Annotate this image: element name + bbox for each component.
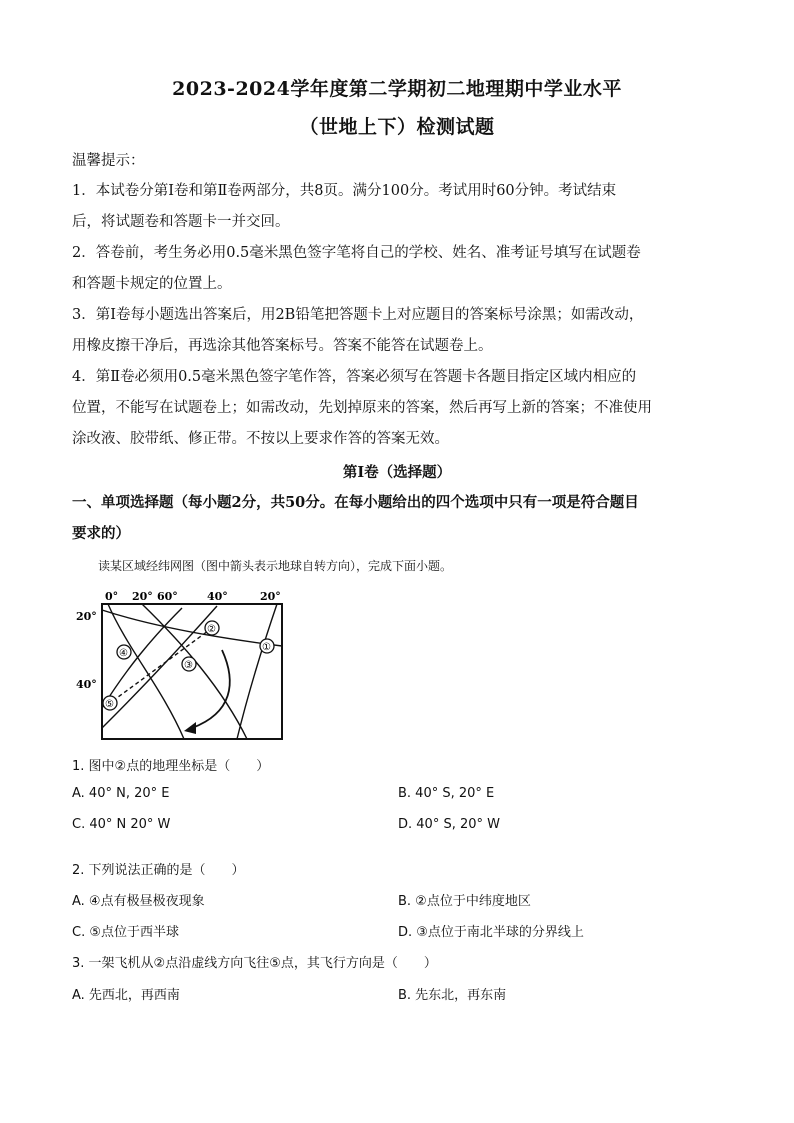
option-d[interactable]: D. 40° S, 20° W bbox=[398, 817, 500, 832]
question-stem: 3. 一架飞机从②点沿虚线方向飞往⑤点，其飞行方向是（ ） bbox=[72, 956, 437, 971]
question-stem: 2. 下列说法正确的是（ ） bbox=[72, 863, 245, 878]
point-label: ③ bbox=[184, 660, 193, 671]
point-label: ④ bbox=[119, 648, 128, 659]
option-d[interactable]: D. ③点位于南北半球的分界线上 bbox=[398, 925, 584, 940]
arrow-head bbox=[184, 722, 196, 734]
option-a[interactable]: A. 40° N, 20° E bbox=[72, 786, 170, 801]
meridian-line bbox=[108, 604, 184, 739]
part-heading-line2: 要求的） bbox=[72, 525, 130, 542]
option-a[interactable]: A. 先西北，再西南 bbox=[72, 988, 180, 1003]
point-label: ① bbox=[262, 642, 271, 653]
notice-heading: 温馨提示： bbox=[72, 153, 145, 169]
part-heading-line1: 一、单项选择题（每小题2分，共50分。在每小题给出的四个选项中只有一项是符合题目 bbox=[72, 494, 639, 511]
option-b[interactable]: B. 40° S, 20° E bbox=[398, 786, 495, 801]
map-label: 60° bbox=[157, 590, 178, 603]
flight-dashed-line bbox=[110, 628, 212, 703]
notice-line: 2．答卷前，考生务必用0.5毫米黑色签字笔将自己的学校、姓名、准考证号填写在试题卷 bbox=[72, 245, 641, 261]
notice-line: 用橡皮擦干净后，再选涂其他答案标号。答案不能答在试题卷上。 bbox=[72, 338, 493, 354]
map-label: 20° bbox=[76, 610, 97, 623]
map-label: 0° bbox=[105, 590, 119, 603]
notice-line: 后，将试题卷和答题卡一并交回。 bbox=[72, 214, 290, 230]
map-label: 20° bbox=[260, 590, 281, 603]
option-c[interactable]: C. ⑤点位于西半球 bbox=[72, 925, 179, 940]
graticule-map bbox=[72, 588, 290, 743]
map-intro: 读某区域经纬网图（图中箭头表示地球自转方向），完成下面小题。 bbox=[98, 559, 453, 573]
exam-title-line1: 2023-2024学年度第二学期初二地理期中学业水平 bbox=[172, 78, 622, 100]
option-b[interactable]: B. 先东北，再东南 bbox=[398, 988, 507, 1003]
option-b[interactable]: B. ②点位于中纬度地区 bbox=[398, 894, 531, 909]
meridian-line bbox=[237, 604, 277, 739]
map-label: 40° bbox=[76, 678, 97, 691]
question-stem: 1. 图中②点的地理坐标是（ ） bbox=[72, 759, 270, 774]
notice-line: 3．第Ⅰ卷每小题选出答案后，用2B铅笔把答题卡上对应题目的答案标号涂黑；如需改动， bbox=[72, 307, 644, 323]
rotation-arrow bbox=[192, 650, 230, 728]
notice-line: 和答题卡规定的位置上。 bbox=[72, 276, 232, 292]
point-label: ⑤ bbox=[105, 699, 114, 710]
exam-title-line2: （世地上下）检测试题 bbox=[299, 116, 495, 138]
option-a[interactable]: A. ④点有极昼极夜现象 bbox=[72, 894, 205, 909]
map-label: 40° bbox=[207, 590, 228, 603]
point-label: ② bbox=[207, 624, 216, 635]
notice-line: 位置，不能写在试题卷上；如需改动，先划掉原来的答案，然后再写上新的答案；不准使用 bbox=[72, 400, 652, 416]
notice-line: 1．本试卷分第Ⅰ卷和第Ⅱ卷两部分，共8页。满分100分。考试用时60分钟。考试结束 bbox=[72, 183, 617, 199]
map-label: 20° bbox=[132, 590, 153, 603]
notice-line: 涂改液、胶带纸、修正带。不按以上要求作答的答案无效。 bbox=[72, 431, 449, 447]
parallel-line bbox=[102, 610, 282, 646]
option-c[interactable]: C. 40° N 20° W bbox=[72, 817, 171, 832]
notice-line: 4．第Ⅱ卷必须用0.5毫米黑色签字笔作答，答案必须写在答题卡各题目指定区域内相应的 bbox=[72, 369, 637, 385]
section-title: 第Ⅰ卷（选择题） bbox=[342, 464, 452, 481]
